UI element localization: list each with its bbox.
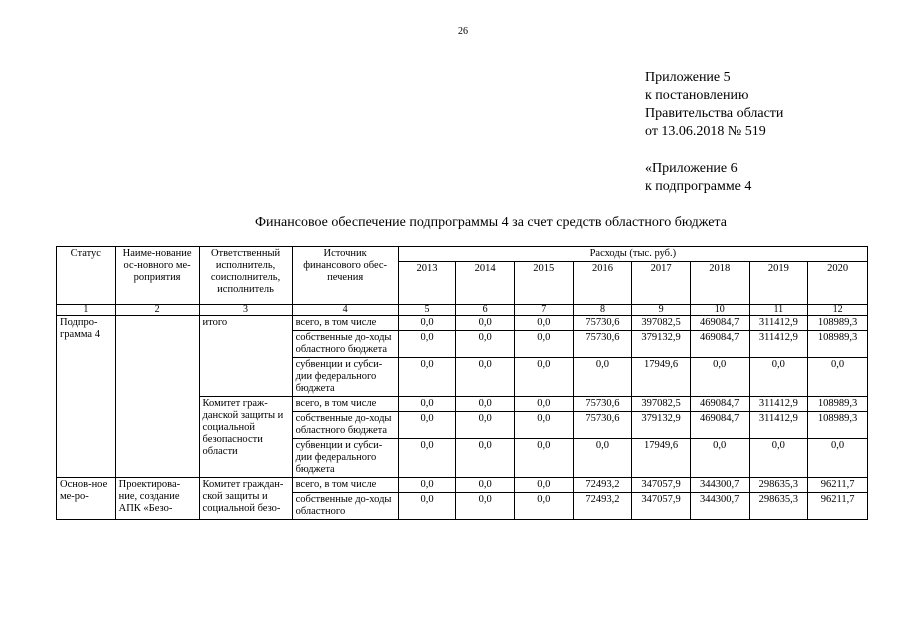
- value-cell: 0,0: [514, 358, 573, 397]
- index-cell: 11: [749, 305, 808, 316]
- source-cell: собственные до-ходы областного бюджета: [292, 331, 398, 358]
- source-cell: собственные до-ходы областного: [292, 493, 398, 520]
- annex-block: [645, 69, 783, 141]
- value-cell: 0,0: [456, 439, 515, 478]
- source-cell: субвенции и субси-дии федерального бюджета: [292, 358, 398, 397]
- index-cell: 8: [573, 305, 632, 316]
- value-cell: 469084,7: [690, 397, 749, 412]
- index-cell: 4: [292, 305, 398, 316]
- value-cell: 0,0: [749, 439, 808, 478]
- value-cell: 0,0: [456, 316, 515, 331]
- annex2-line-1: «Приложение 6: [645, 161, 738, 176]
- annex-line-4: от 13.06.2018 № 519: [645, 124, 766, 139]
- value-cell: 0,0: [808, 358, 868, 397]
- finance-table: [56, 246, 868, 520]
- responsible-cell: Комитет граждан-ской защиты и социальной безо-: [199, 478, 292, 520]
- value-cell: 311412,9: [749, 397, 808, 412]
- value-cell: 0,0: [398, 412, 456, 439]
- value-cell: 0,0: [456, 331, 515, 358]
- value-cell: 0,0: [690, 358, 749, 397]
- value-cell: 108989,3: [808, 316, 868, 331]
- value-cell: 347057,9: [632, 493, 691, 520]
- value-cell: 0,0: [456, 412, 515, 439]
- responsible-cell: итого: [199, 316, 292, 397]
- index-cell: 10: [690, 305, 749, 316]
- value-cell: 0,0: [573, 439, 632, 478]
- value-cell: 0,0: [514, 478, 573, 493]
- header-name: Наиме-нование ос-новного ме-роприятия: [115, 247, 199, 305]
- value-cell: 0,0: [398, 493, 456, 520]
- value-cell: 72493,2: [573, 493, 632, 520]
- value-cell: 311412,9: [749, 412, 808, 439]
- header-responsible: Ответственный исполнитель, соисполнитель, исполнитель: [199, 247, 292, 305]
- source-cell: всего, в том числе: [292, 397, 398, 412]
- value-cell: 397082,5: [632, 397, 691, 412]
- source-cell: всего, в том числе: [292, 316, 398, 331]
- value-cell: 0,0: [690, 439, 749, 478]
- header-year: 2014: [456, 262, 515, 305]
- value-cell: 311412,9: [749, 316, 808, 331]
- value-cell: 96211,7: [808, 478, 868, 493]
- value-cell: 0,0: [514, 397, 573, 412]
- value-cell: 0,0: [456, 493, 515, 520]
- index-row: [57, 305, 868, 316]
- value-cell: 0,0: [456, 478, 515, 493]
- value-cell: 347057,9: [632, 478, 691, 493]
- value-cell: 75730,6: [573, 412, 632, 439]
- value-cell: 0,0: [514, 316, 573, 331]
- value-cell: 0,0: [514, 493, 573, 520]
- value-cell: 0,0: [398, 397, 456, 412]
- header-year: 2015: [514, 262, 573, 305]
- value-cell: 0,0: [398, 331, 456, 358]
- status-cell: Подпро-грамма 4: [57, 316, 116, 478]
- value-cell: 469084,7: [690, 331, 749, 358]
- value-cell: 108989,3: [808, 331, 868, 358]
- index-cell: 6: [456, 305, 515, 316]
- value-cell: 0,0: [749, 358, 808, 397]
- value-cell: 311412,9: [749, 331, 808, 358]
- value-cell: 0,0: [514, 439, 573, 478]
- source-cell: собственные до-ходы областного бюджета: [292, 412, 398, 439]
- annex-line-3: Правительства области: [645, 106, 784, 121]
- value-cell: 0,0: [573, 358, 632, 397]
- value-cell: 0,0: [514, 412, 573, 439]
- value-cell: 0,0: [808, 439, 868, 478]
- value-cell: 344300,7: [690, 478, 749, 493]
- value-cell: 0,0: [398, 439, 456, 478]
- annex2-block: [645, 160, 751, 196]
- index-cell: 1: [57, 305, 116, 316]
- header-year: 2017: [632, 262, 691, 305]
- value-cell: 379132,9: [632, 412, 691, 439]
- annex-line-1: Приложение 5: [645, 70, 731, 85]
- index-cell: 7: [514, 305, 573, 316]
- value-cell: 75730,6: [573, 316, 632, 331]
- index-cell: 3: [199, 305, 292, 316]
- responsible-cell: Комитет граж-данской защиты и социальной безопасности области: [199, 397, 292, 478]
- value-cell: 397082,5: [632, 316, 691, 331]
- value-cell: 0,0: [456, 397, 515, 412]
- annex2-line-2: к подпрограмме 4: [645, 179, 752, 194]
- value-cell: 108989,3: [808, 397, 868, 412]
- index-cell: 12: [808, 305, 868, 316]
- source-cell: всего, в том числе: [292, 478, 398, 493]
- header-expenses: Расходы (тыс. руб.): [398, 247, 867, 262]
- value-cell: 96211,7: [808, 493, 868, 520]
- value-cell: 0,0: [514, 331, 573, 358]
- table-row: [57, 478, 868, 493]
- value-cell: 17949,6: [632, 439, 691, 478]
- value-cell: 72493,2: [573, 478, 632, 493]
- page-number: 26: [458, 26, 468, 37]
- value-cell: 17949,6: [632, 358, 691, 397]
- value-cell: 0,0: [398, 478, 456, 493]
- value-cell: 298635,3: [749, 478, 808, 493]
- header-status: Статус: [57, 247, 116, 305]
- table-row: [57, 316, 868, 331]
- value-cell: 75730,6: [573, 331, 632, 358]
- status-cell: Основ-ное ме-ро-: [57, 478, 116, 520]
- document-title: Финансовое обеспечение подпрограммы 4 за счет средств областного бюджета: [255, 215, 727, 230]
- value-cell: 469084,7: [690, 316, 749, 331]
- name-cell: [115, 316, 199, 478]
- source-cell: субвенции и субси-дии федерального бюджета: [292, 439, 398, 478]
- value-cell: 75730,6: [573, 397, 632, 412]
- name-cell: Проектирова-ние, создание АПК «Безо-: [115, 478, 199, 520]
- value-cell: 379132,9: [632, 331, 691, 358]
- value-cell: 108989,3: [808, 412, 868, 439]
- header-year: 2013: [398, 262, 456, 305]
- header-year: 2020: [808, 262, 868, 305]
- header-year: 2018: [690, 262, 749, 305]
- value-cell: 469084,7: [690, 412, 749, 439]
- index-cell: 9: [632, 305, 691, 316]
- header-year: 2016: [573, 262, 632, 305]
- value-cell: 0,0: [456, 358, 515, 397]
- annex-line-2: к постановлению: [645, 88, 749, 103]
- header-year: 2019: [749, 262, 808, 305]
- header-source: Источник финансового обес-печения: [292, 247, 398, 305]
- index-cell: 2: [115, 305, 199, 316]
- index-cell: 5: [398, 305, 456, 316]
- value-cell: 0,0: [398, 358, 456, 397]
- value-cell: 298635,3: [749, 493, 808, 520]
- value-cell: 344300,7: [690, 493, 749, 520]
- value-cell: 0,0: [398, 316, 456, 331]
